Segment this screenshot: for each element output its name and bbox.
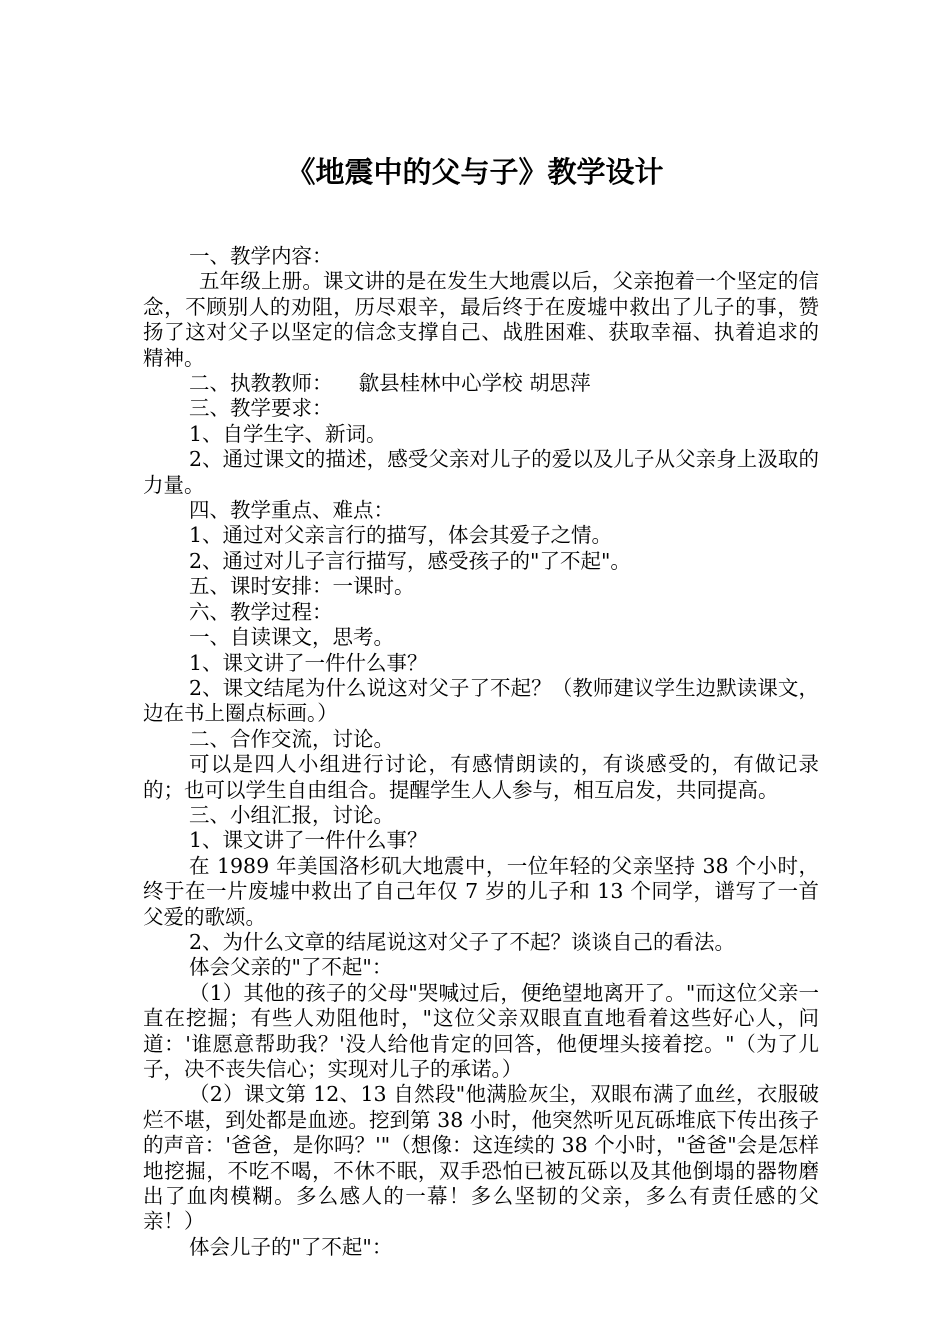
key-point-item-2: 2、通过对儿子言行描写，感受孩子的"了不起"。 <box>189 548 631 573</box>
step-heading-self-reading: 一、自读课文，思考。 <box>189 625 394 650</box>
key-point-item-1: 1、通过对父亲言行的描写，体会其爱子之情。 <box>189 523 613 548</box>
step-heading-discussion: 二、合作交流，讨论。 <box>189 726 394 751</box>
section-heading-teacher: 二、执教教师： 歙县桂林中心学校 胡思萍 <box>189 371 591 396</box>
paragraph-answer-1: 在 1989 年美国洛杉矶大地震中，一位年轻的父亲坚持 38 个小时，终于在一片废墟中救出了自己年仅 7 岁的儿子和 13 个同学，谱写了一首父爱的歌颂。 <box>143 853 819 929</box>
paragraph-discussion: 可以是四人小组进行讨论，有感情朗读的，有谈感受的，有做记录的；也可以学生自由组合。提醒学生人人参与，相互启发，共同提高。 <box>143 752 819 802</box>
document-body <box>143 244 819 1260</box>
question-item-1: 1、课文讲了一件什么事？ <box>189 650 428 675</box>
paragraph-father-1: （1）其他的孩子的父母"哭喊过后，便绝望地离开了。"而这位父亲一直在挖掘；有些人劝阻他时，"这位父亲双眼直直地看着这些好心人，问道：'谁愿意帮助我？'没人给他肯定的回答，他便埋头接着挖。"（为了儿子，决不丧失信心；实现对儿子的承诺。） <box>143 980 819 1081</box>
paragraph-content: 五年级上册。课文讲的是在发生大地震以后，父亲抱着一个坚定的信念，不顾别人的劝阻，历尽艰辛，最后终于在废墟中救出了儿子的事，赞扬了这对父子以坚定的信念支撑自己、战胜困难、获取幸福、执着追求的精神。 <box>143 269 819 370</box>
step-heading-report: 三、小组汇报，讨论。 <box>189 802 394 827</box>
sub-heading-son: 体会儿子的"了不起"： <box>189 1234 393 1259</box>
document-title: 《地震中的父与子》教学设计 <box>286 155 664 189</box>
section-heading-requirements: 三、教学要求： <box>189 396 333 421</box>
section-heading-content: 一、教学内容： <box>189 244 333 268</box>
paragraph-father-2: （2）课文第 12、13 自然段"他满脸灰尘，双眼布满了血丝，衣服破烂不堪，到处都是血迹。挖到第 38 小时，他突然听见瓦砾堆底下传出孩子的声音：'爸爸，是你吗？'"（想像：这连续的 38 个小时，"爸爸"会是怎样地挖掘，不吃不喝，不休不眠，双手恐怕已被瓦砾以及其他倒塌的器物磨出了血肉模糊。多么感人的一幕！多么坚韧的父亲，多么有责任感的父亲！） <box>143 1082 819 1234</box>
sub-heading-father: 体会父亲的"了不起"： <box>189 955 393 980</box>
requirement-item-2: 2、通过课文的描述，感受父亲对儿子的爱以及儿子从父亲身上汲取的力量。 <box>143 447 819 497</box>
report-question-1: 1、课文讲了一件什么事？ <box>189 828 428 853</box>
section-heading-process: 六、教学过程： <box>189 599 333 624</box>
section-heading-schedule: 五、课时安排：一课时。 <box>189 574 415 599</box>
report-question-2: 2、为什么文章的结尾说这对父子了不起？谈谈自己的看法。 <box>189 929 736 954</box>
question-item-2: 2、课文结尾为什么说这对父子了不起？（教师建议学生边默读课文，边在书上圈点标画。） <box>143 675 819 726</box>
section-heading-key-points: 四、教学重点、难点： <box>189 498 394 523</box>
requirement-item-1: 1、自学生字、新词。 <box>189 421 387 446</box>
